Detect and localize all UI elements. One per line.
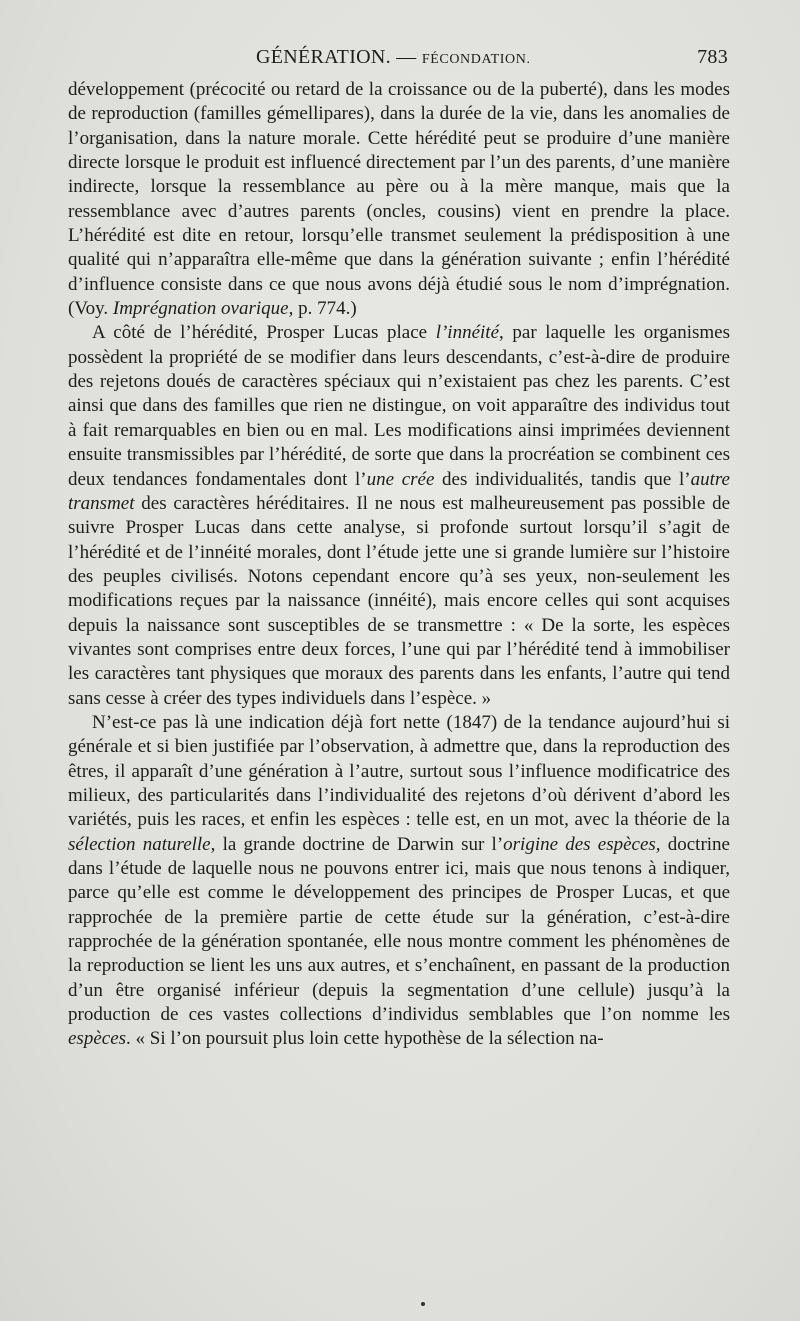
paragraph-3-text: N’est-ce pas là une indication déjà fort nette (1847) de la tendance aujourd’hui si générale et si bien justifiée par l’observation, à admettre que, dans la reproduction des êtres, il apparaît d’une génération à l’autre, surtout sous l’influence modificatrice des milieux, des particularités dans l’individualité des rejetons d’où dérivent d’abord les variétés, puis les races, et enfin les espèces : telle est, en un mot, avec la théorie de la	[68, 711, 730, 831]
paragraph-3-italic-term: sélection naturelle	[68, 833, 211, 855]
page-number: 783	[697, 46, 728, 68]
paragraph-1-italic-term: Imprégnation ovarique	[112, 298, 289, 320]
running-head	[68, 46, 728, 72]
paragraph-3-italic-term: espèces	[68, 1028, 127, 1050]
paragraph-1-text-end: , p. 774.)	[288, 298, 357, 320]
paragraph-3	[68, 711, 730, 1052]
paragraph-1	[68, 78, 730, 321]
paragraph-2-text: des caractères héréditaires. Il ne nous est malheureusement pas possible de suivre Prosper Lucas dans cette analyse, si profonde surtout lorsqu’il s’agit de l’hérédité et de l’innéité morales, dont l’étude jette une si grande lumière sur l’histoire des peuples civilisés. Notons cependant encore qu’à ses yeux, non-seulement les modifications reçues par la naissance (innéité), mais encore celles qui sont acquises depuis la naissance sont susceptibles de se transmettre : « De la sorte, les espèces vivantes sont comprises entre deux forces, l’une qui par l’hérédité tend à immobiliser les caractères tant physiques que moraux des parents dans les enfants, l’autre qui tend sans cesse à créer des types individuels dans l’espèce. »	[68, 492, 730, 709]
paragraph-2-italic-term: une crée	[366, 468, 435, 490]
paragraph-2	[68, 321, 730, 711]
running-title	[256, 46, 531, 69]
paragraph-3-text: , doctrine dans l’étude de laquelle nous ne pouvons entrer ici, mais que nous tenons à indiquer, parce qu’elle est comme le développement des principes de Prosper Lucas, et que rapprochée de la première partie de cette étude sur la génération, c’est-à-dire rapprochée de la génération spontanée, elle nous montre comment les phénomènes de la reproduction se lient les uns aux autres, et s’enchaînent, en passant de la production d’un être organisé inférieur (depuis la segmentation d’une cellule) jusqu’à la production de ces vastes collections d’individus semblables que l’on nomme les	[68, 833, 730, 1026]
paragraph-2-text: , par laquelle les organismes possèdent la propriété de se modifier dans leurs descendants, c’est-à-dire de produire des rejetons doués de caractères spéciaux qui n’existaient pas chez les parents. C’est ainsi que dans des familles que rien ne distingue, on voit apparaître des individus tout à fait remarquables en bien ou en mal. Les modifications ainsi imprimées deviennent ensuite transmissibles par l’hérédité, de sorte que dans la procréation se combinent ces deux tendances fondamentales dont l’	[68, 322, 730, 490]
paragraph-2-text: A côté de l’hérédité, Prosper Lucas place	[92, 322, 436, 344]
paragraph-3-text: , la grande doctrine de Darwin sur l’	[210, 833, 504, 855]
paragraph-1-text: développement (précocité ou retard de la croissance ou de la puberté), dans les modes de reproduction (familles gémellipares), dans la durée de la vie, dans les anomalies de l’organisation, dans la nature morale. Cette hérédité peut se produire d’une manière directe lorsque le produit est influencé directement par l’un des parents, d’une manière indirecte, lorsque la ressemblance au père ou à la mère manque, mais que la ressemblance avec d’autres parents (oncles, cousins) vient en prendre la place. L’hérédité est dite en retour, lorsqu’elle transmet seulement la prédisposition à une qualité qui n’apparaîtra elle-même que dans la génération suivante ; enfin l’hérédité d’influence consiste dans ce que nous avons déjà étudié sous le nom d’imprégnation. (Voy.	[68, 79, 730, 320]
paragraph-3-italic-term: origine des espèces	[503, 833, 656, 855]
paragraph-2-italic-term: l’innéité	[435, 322, 500, 344]
paragraph-3-text: . « Si l’on poursuit plus loin cette hypothèse de la sélection na-	[126, 1028, 604, 1050]
paragraph-2-text: des individualités, tandis que l’	[434, 468, 691, 490]
body-text	[68, 78, 730, 1052]
subsection-title: FÉCONDATION.	[421, 52, 531, 67]
section-title: GÉNÉRATION. —	[256, 46, 417, 68]
ink-speck	[421, 1302, 425, 1306]
paragraph-2-italic-term: autre transmet	[68, 468, 730, 514]
